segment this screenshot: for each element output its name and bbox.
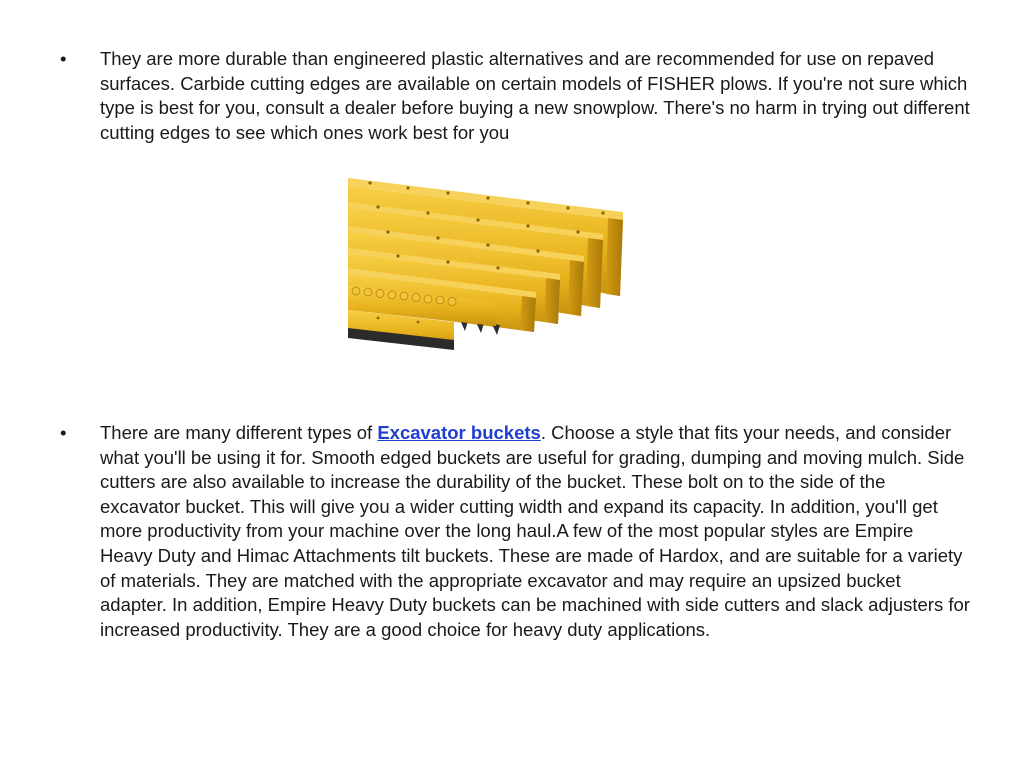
bullet-paragraph-cutting-edges (60, 47, 970, 145)
cutting-edges-image (348, 176, 628, 352)
paragraph-text (100, 421, 970, 642)
excavator-buckets-link[interactable]: Excavator buckets (377, 422, 541, 443)
bullet-marker: • (60, 48, 67, 69)
bullet-marker: • (60, 422, 67, 443)
text-after-link: . Choose a style that fits your needs, and consider what you'll be using it for. Smooth edged buckets are useful for grading, dumping and moving mulch. Side cutters are also available to increase the durability of the bucket. These bolt on to the side of the excavator bucket. This will give you a wider cutting width and expand its capacity. In addition, you'll get more productivity from your machine over the long haul.A few of the most popular styles are Empire Heavy Duty and Himac Attachments tilt buckets. These are made of Hardox, and are suitable for a variety of materials. They are matched with the appropriate excavator and may require an upsized bucket adapter. In addition, Empire Heavy Duty buckets can be machined with side cutters and slack adjusters for increased productivity. They are a good choice for heavy duty applications. (100, 422, 970, 640)
text-before-link: There are many different types of (100, 422, 378, 443)
bullet-paragraph-excavator-buckets (60, 421, 970, 642)
paragraph-text: They are more durable than engineered plastic alternatives and are recommended for use on repaved surfaces. Carbide cutting edges are available on certain models of FISHER plows. If you're not sure which type is best for you, consult a dealer before buying a new snowplow. There's no harm in trying out different cutting edges to see which ones work best for you (100, 48, 970, 143)
